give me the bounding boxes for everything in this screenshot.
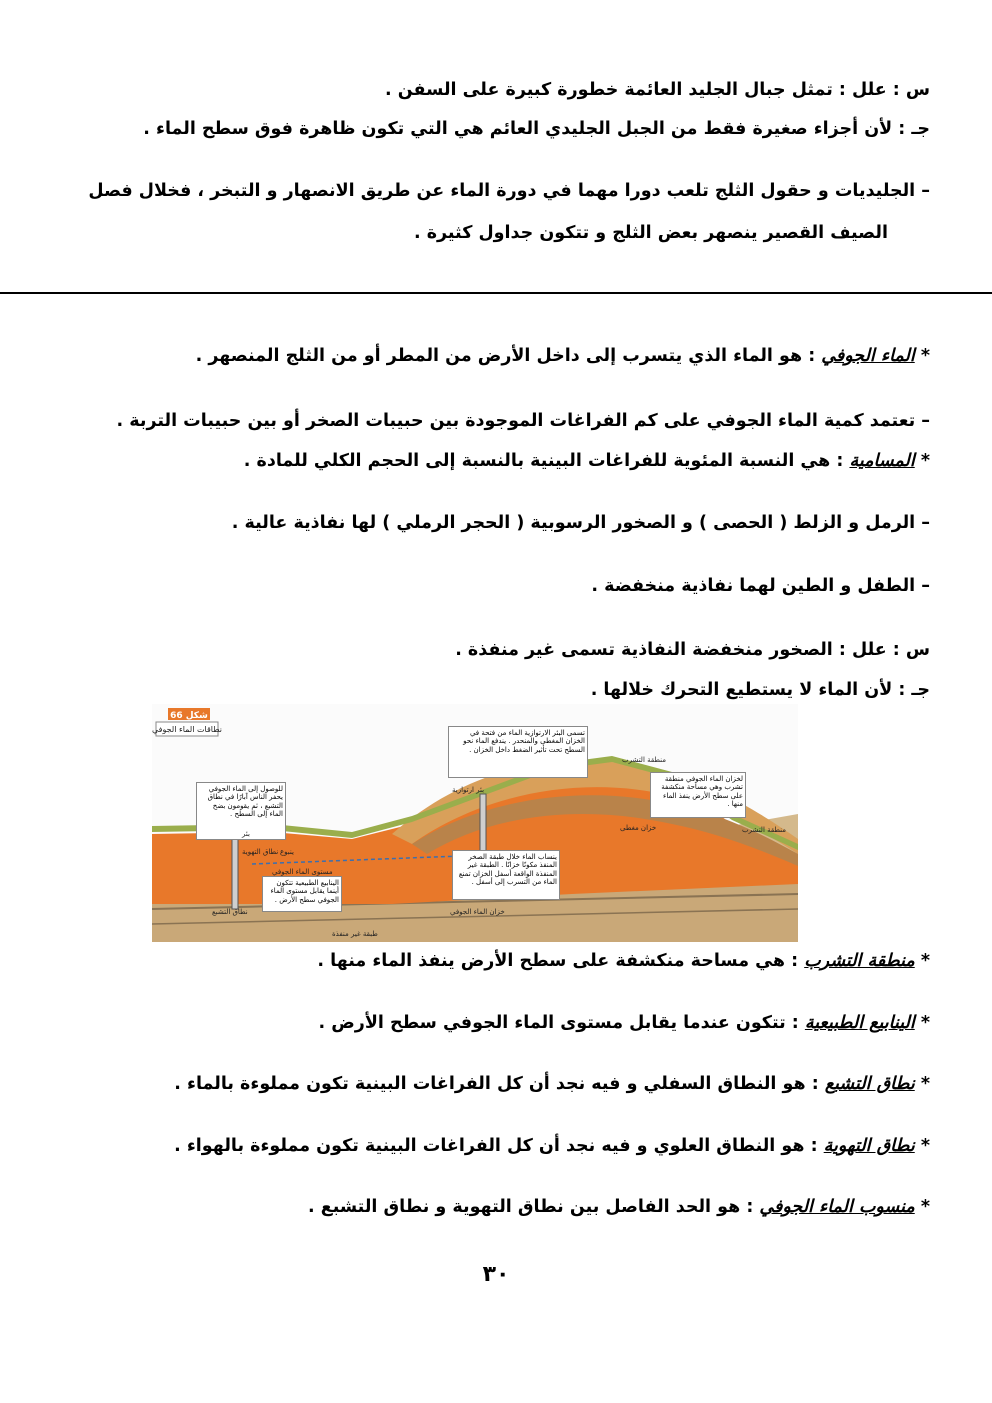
aeration-definition: * نطاق التهوية : هو النطاق العلوي و فيه نجد أن كل الفراغات البينية تكون مملوءة بالهواء .: [174, 1136, 930, 1156]
term: المسامية: [849, 451, 915, 471]
term: الينابيع الطبيعية: [804, 1013, 915, 1033]
term: منسوب الماء الجوفي: [759, 1197, 915, 1217]
question-line: س : علل : تمثل جبال الجليد العائمة خطورة كبيرة على السفن .: [385, 80, 930, 100]
note-artesian-text: تسمى البئر الارتوازية الماء من فتحة في الخزان المغطى والمنحدر . يندفع الماء نحو السطح تحت تأثير الضغط داخل الخزان .: [448, 726, 588, 778]
answer-line: جـ : لأن أجزاء صغيرة فقط من الجبل الجليدي العائم هي التي تكون ظاهرة فوق سطح الماء .: [143, 119, 930, 139]
porosity-definition: * المسامية : هي النسبة المئوية للفراغات البينية بالنسبة إلى الحجم الكلي للمادة .: [243, 451, 930, 471]
definition: : تتكون عندما يقابل مستوى الماء الجوفي سطح الأرض .: [318, 1013, 805, 1033]
label-impermeable: طبقة غير منفذة: [332, 930, 378, 938]
question-line-2: س : علل : الصخور منخفضة النفاذية تسمى غير منفذة .: [455, 640, 930, 660]
note-well: [196, 782, 286, 840]
note-spring-text: الينابيع الطبيعية تتكون أينما يقابل مستوى الماء الجوفي سطح الأرض .: [262, 876, 342, 912]
answer-line-2: جـ : لأن الماء لا يستطيع التحرك خلالها .: [590, 680, 930, 700]
label-saturation: نطاق التشبع: [212, 908, 248, 916]
note-impermeable-text: ينساب الماء خلال طبقة الصخر المنفذ مكونًا خزانًا . الطبقة غير المنفذة الواقعة أسفل الخزان تمنع الماء من التسرب إلى أسفل .: [452, 850, 560, 900]
note-aquifer: [650, 772, 746, 818]
definition: : هو الحد الفاصل بين نطاق التهوية و نطاق التشبع .: [308, 1197, 760, 1217]
glaciers-line-1: – الجليديات و حقول الثلج تلعب دورا مهما في دورة الماء عن طريق الانصهار و التبخر ، فخلال فصل: [88, 181, 930, 201]
label-aeration: نطاق التهوية: [242, 848, 279, 856]
groundwater-zones-figure: [152, 704, 798, 942]
term: الماء الجوفي: [821, 346, 915, 366]
term: نطاق التهوية: [823, 1136, 915, 1156]
glaciers-line-2: الصيف القصير ينصهر بعض الثلج و تتكون جداول كثيرة .: [413, 223, 888, 243]
definition: : هو النطاق السفلي و فيه نجد أن كل الفراغات البينية تكون مملوءة بالماء .: [174, 1074, 825, 1094]
definition: : هو الماء الذي يتسرب إلى داخل الأرض من المطر أو من الثلج المنصهر .: [195, 346, 822, 366]
saturation-definition: * نطاق التشبع : هو النطاق السفلي و فيه نجد أن كل الفراغات البينية تكون مملوءة بالماء .: [174, 1074, 930, 1094]
figure-caption: نطاقات الماء الجوفي: [152, 725, 223, 734]
definition: : هو النطاق العلوي و فيه نجد أن كل الفراغات البينية تكون مملوءة بالهواء .: [174, 1136, 824, 1156]
clay-line: – الطفل و الطين لهما نفاذية منخفضة .: [591, 576, 930, 596]
term: منطقة التشرب: [804, 951, 915, 971]
label-spring: ينبوع: [280, 848, 294, 856]
recharge-definition: * منطقة التشرب : هي مساحة منكشفة على سطح الأرض ينفذ الماء منها .: [317, 951, 930, 971]
note-spring: [262, 876, 342, 912]
definition: : هي مساحة منكشفة على سطح الأرض ينفذ الماء منها .: [317, 951, 805, 971]
figure-tag: شكل 66: [170, 711, 208, 721]
page-number: ٣٠: [482, 1262, 510, 1287]
label-artesian: بئر ارتوازية: [452, 786, 485, 794]
label-aquifer: خزان الماء الجوفي: [450, 908, 505, 916]
note-aquifer-text: لخزان الماء الجوفي منطقة تشرب وهي مساحة منكشفة على سطح الأرض ينفذ الماء منها .: [650, 772, 746, 818]
label-recharge-mid: منطقة التشرب: [742, 826, 787, 834]
quantity-line: – تعتمد كمية الماء الجوفي على كم الفراغات الموجودة بين حبيبات الصخر أو بين حبيبات التربة .: [116, 411, 930, 431]
definition: : هي النسبة المئوية للفراغات البينية بالنسبة إلى الحجم الكلي للمادة .: [243, 451, 850, 471]
note-artesian: [448, 726, 588, 778]
sand-line: – الرمل و الزلط ( الحصى ) و الصخور الرسوبية ( الحجر الرملي ) لها نفاذية عالية .: [231, 513, 930, 533]
term: نطاق التشبع: [824, 1074, 915, 1094]
note-impermeable: [452, 850, 560, 900]
label-watertable: مستوى الماء الجوفي: [272, 868, 333, 876]
groundwater-definition: * الماء الجوفي : هو الماء الذي يتسرب إلى داخل الأرض من المطر أو من الثلج المنصهر .: [195, 346, 930, 366]
section-divider: [0, 292, 992, 294]
label-recharge-top: منطقة التشرب: [622, 756, 667, 764]
watertable-definition: * منسوب الماء الجوفي : هو الحد الفاصل بين نطاق التهوية و نطاق التشبع .: [308, 1197, 930, 1217]
note-well-text: للوصول إلى الماء الجوفي يحفر الناس آبارًا في نطاق التشبع ، ثم يقومون بضخ الماء إلى السطح .: [196, 782, 286, 840]
label-well: بئر: [242, 830, 250, 838]
springs-definition: * الينابيع الطبيعية : تتكون عندما يقابل مستوى الماء الجوفي سطح الأرض .: [318, 1013, 930, 1033]
label-covered: خزان مغطى: [620, 824, 657, 832]
